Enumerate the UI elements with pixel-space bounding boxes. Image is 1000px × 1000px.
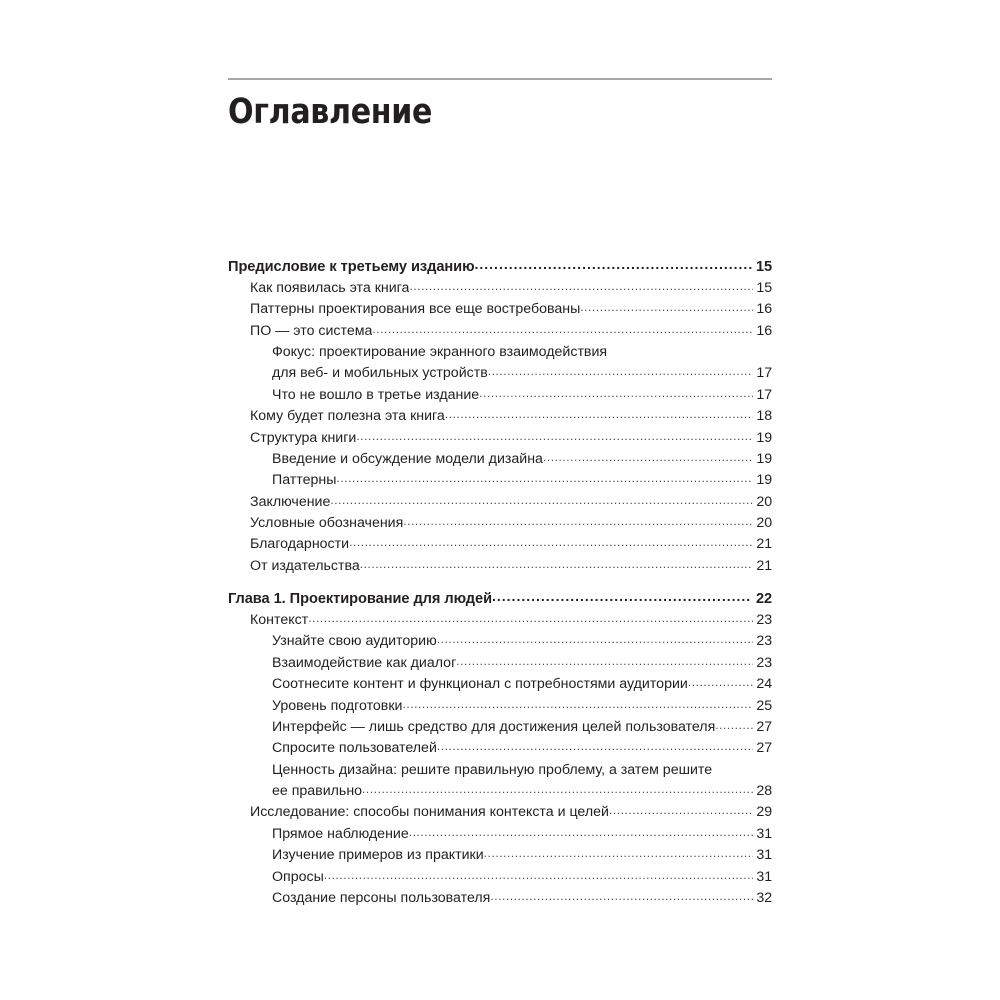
toc-entry-line [272, 674, 772, 695]
toc-entry-line [272, 845, 772, 866]
page-header [228, 78, 772, 131]
toc-entry-line [250, 610, 772, 631]
toc-page-number: 19 [756, 429, 772, 446]
toc-entry[interactable] [228, 631, 772, 652]
toc-entry[interactable] [228, 760, 772, 803]
toc-entry-label: Создание персоны пользователя [272, 889, 491, 906]
dot-leader [308, 610, 753, 624]
toc-entry-line [250, 534, 772, 555]
toc-entry-line [272, 449, 772, 470]
toc-entry[interactable] [228, 406, 772, 427]
dot-leader [437, 738, 753, 752]
dot-leader [456, 653, 753, 667]
toc-entry-label: Заключение [250, 493, 331, 510]
toc-page-number: 19 [756, 450, 772, 467]
toc-entry-line [272, 695, 772, 716]
dot-leader [484, 845, 753, 859]
toc-entry-label: Опросы [272, 868, 324, 885]
dot-leader [688, 674, 753, 688]
toc-entry[interactable] [228, 534, 772, 555]
toc-page-number: 24 [756, 676, 772, 693]
toc-page-number: 17 [756, 365, 772, 382]
toc-entry[interactable] [228, 256, 772, 278]
toc-entry-line [250, 427, 772, 448]
dot-leader [356, 427, 753, 441]
toc-entry-label: Кому будет полезна эта книга [250, 408, 445, 425]
toc-entry-line [272, 738, 772, 759]
dot-leader [475, 256, 753, 271]
toc-entry-line [272, 342, 772, 363]
dot-leader [362, 781, 753, 795]
toc-entry[interactable] [228, 470, 772, 491]
toc-page-number: 19 [756, 472, 772, 489]
toc-entry-label: Благодарности [250, 536, 350, 553]
toc-entry[interactable] [228, 845, 772, 866]
table-of-contents [228, 256, 772, 909]
toc-page-number: 20 [756, 493, 772, 510]
toc-page-number: 23 [756, 654, 772, 671]
toc-entry-line [272, 717, 772, 738]
dot-leader [437, 631, 753, 645]
toc-entry-label: Паттерны проектирования все еще востребованы [250, 301, 581, 318]
toc-entry[interactable] [228, 717, 772, 738]
dot-leader [336, 470, 753, 484]
toc-entry-label: Ценность дизайна: решите правильную проблему, а затем решите [272, 761, 713, 778]
toc-entry-label: Контекст [250, 612, 309, 629]
toc-entry-line [250, 278, 772, 299]
dot-leader [409, 278, 753, 292]
toc-entry-line [250, 321, 772, 342]
toc-entry[interactable] [228, 824, 772, 845]
toc-entry-line [272, 888, 772, 909]
toc-entry-label: Условные обозначения [250, 515, 404, 532]
dot-leader [492, 588, 752, 603]
toc-entry-line [272, 781, 772, 802]
toc-page-number: 21 [756, 557, 772, 574]
toc-entry-label: Соотнесите контент и функционал с потребностями аудитории [272, 676, 688, 693]
toc-entry-label: Что не вошло в третье издание [272, 386, 480, 403]
toc-entry-label: Структура книги [250, 429, 357, 446]
toc-entry-label-continued: ее правильно [272, 783, 363, 799]
toc-entry-line [272, 866, 772, 887]
toc-entry[interactable] [228, 588, 772, 610]
toc-page-number: 31 [756, 868, 772, 885]
toc-page-number: 16 [756, 301, 772, 318]
toc-entry-label: Спросите пользователей [272, 740, 437, 757]
toc-entry-label: Уровень подготовки [272, 697, 403, 714]
toc-entry[interactable] [228, 299, 772, 320]
dot-leader [402, 695, 753, 709]
toc-entry-label: Исследование: способы понимания контекста и целей [250, 804, 609, 821]
toc-entry[interactable] [228, 321, 772, 342]
toc-entry-line [228, 588, 772, 610]
dot-leader [360, 556, 753, 570]
dot-leader [543, 449, 753, 463]
toc-page-number: 18 [756, 408, 772, 425]
toc-entry-label: Как появилась эта книга [250, 279, 410, 296]
toc-entry[interactable] [228, 492, 772, 513]
toc-entry-line [250, 299, 772, 320]
toc-page-number: 27 [756, 719, 772, 736]
toc-entry[interactable] [228, 610, 772, 631]
toc-page-number: 25 [756, 697, 772, 714]
dot-leader [445, 406, 753, 420]
toc-entry[interactable] [228, 385, 772, 406]
toc-entry-line [272, 824, 772, 845]
toc-entry-label: Изучение примеров из практики [272, 847, 484, 864]
toc-entry-label: Глава 1. Проектирование для людей [228, 590, 492, 607]
toc-entry[interactable] [228, 556, 772, 577]
toc-entry[interactable] [228, 342, 772, 385]
toc-entry-label: Узнайте свою аудиторию [272, 633, 437, 650]
toc-entry-line [250, 513, 772, 534]
dot-leader [479, 385, 753, 399]
toc-page-number: 23 [756, 612, 772, 629]
toc-page-number: 28 [756, 783, 772, 799]
toc-entry[interactable] [228, 278, 772, 299]
toc-entry-line [272, 760, 772, 781]
toc-page-number: 21 [756, 536, 772, 553]
toc-entry-label: Введение и обсуждение модели дизайна [272, 450, 543, 467]
toc-entry[interactable] [228, 738, 772, 759]
toc-entry-label: Взаимодействие как диалог [272, 654, 457, 671]
toc-page-number: 32 [756, 889, 772, 906]
toc-entry-line [228, 256, 772, 278]
toc-page-number: 31 [756, 825, 772, 842]
toc-entry-line [272, 385, 772, 406]
toc-page-number: 29 [756, 804, 772, 821]
toc-entry-line [250, 492, 772, 513]
toc-entry-label: Предисловие к третьему изданию [228, 258, 475, 275]
dot-leader [372, 321, 753, 335]
dot-leader [715, 717, 753, 731]
dot-leader [349, 534, 753, 548]
toc-entry-line [272, 470, 772, 491]
toc-entry[interactable] [228, 449, 772, 470]
toc-page-number: 20 [756, 515, 772, 532]
dot-leader [324, 866, 753, 880]
toc-entry[interactable] [228, 866, 772, 887]
toc-page-number: 23 [756, 633, 772, 650]
dot-leader [409, 824, 753, 838]
toc-entry[interactable] [228, 695, 772, 716]
dot-leader [490, 888, 753, 902]
toc-entry[interactable] [228, 674, 772, 695]
toc-entry-label: Прямое наблюдение [272, 825, 409, 842]
toc-page-number: 22 [755, 590, 772, 607]
toc-entry[interactable] [228, 653, 772, 674]
toc-entry-line [272, 653, 772, 674]
dot-leader [580, 299, 753, 313]
dot-leader [488, 363, 753, 377]
dot-leader [330, 492, 753, 506]
toc-entry[interactable] [228, 802, 772, 823]
toc-page-number: 15 [756, 279, 772, 296]
toc-entry-line [250, 802, 772, 823]
toc-entry[interactable] [228, 427, 772, 448]
toc-page-number: 17 [756, 386, 772, 403]
toc-entry-label: Интерфейс — лишь средство для достижения целей пользователя [272, 719, 716, 736]
toc-entry-line [272, 631, 772, 652]
toc-entry-label: От издательства [250, 557, 360, 574]
toc-entry-label-continued: для веб- и мобильных устройств [272, 365, 488, 382]
toc-entry-line [250, 406, 772, 427]
toc-entry[interactable] [228, 513, 772, 534]
toc-page-number: 31 [756, 847, 772, 864]
toc-entry-label: ПО — это система [250, 322, 373, 339]
toc-page-number: 16 [756, 322, 772, 339]
toc-entry-line [250, 556, 772, 577]
toc-entry-label: Фокус: проектирование экранного взаимодействия [272, 343, 608, 360]
toc-entry-label: Паттерны [272, 472, 337, 489]
dot-leader [403, 513, 753, 527]
toc-entry-line [272, 363, 772, 384]
toc-page-number: 27 [756, 740, 772, 757]
page-title: Оглавление [228, 92, 433, 132]
toc-page-number: 15 [755, 258, 772, 275]
dot-leader [609, 802, 753, 816]
toc-entry[interactable] [228, 888, 772, 909]
